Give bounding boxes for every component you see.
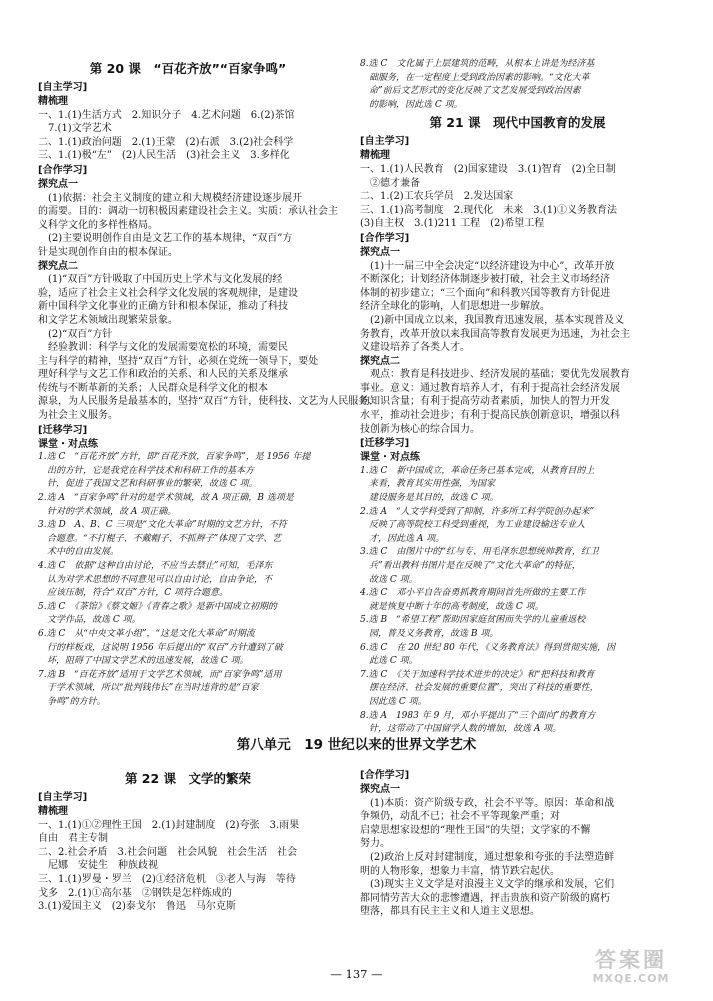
subsection-heading: 课堂・对点练 xyxy=(38,438,98,450)
answer-line: 来看，教育其实用性强，为国家 xyxy=(360,479,496,490)
answer-line: 命”前后文艺形式的变化反映了文艺发展受到政治因素 xyxy=(360,86,581,97)
answer-line: 园，普及义务教育，故选 B 项。 xyxy=(360,628,499,639)
watermark-url: MXQE.COM xyxy=(592,972,670,985)
text-line: 体制的初步建立；“三个面向”和科教兴国等教育方针促进 xyxy=(360,287,611,299)
section-heading: [合作学习] xyxy=(360,232,410,244)
text-line: 争频仍，动乱不已；社会不平等现象严重；对 xyxy=(360,811,560,823)
text-line: 明的人物形象，想象力丰富，情节跌宕起伏。 xyxy=(360,865,560,877)
text-line: 一、1.(1)①②理性王国 2.(1)封建制度 (2)夸张 3.雨果 xyxy=(38,819,300,831)
section-heading: [合作学习] xyxy=(38,164,88,176)
text-line: (2)新中国成立以来，我国教育迅速发展，基本实现普及义 xyxy=(360,314,625,326)
answer-line: 争鸣”的方针。 xyxy=(38,696,106,707)
subsection-heading: 精梳理 xyxy=(38,806,68,817)
answer-line: 4.选 C 邓小平自告奋勇抓教育期间首先所做的主要工作 xyxy=(360,588,586,599)
text-line: 验，适应了社会主义社会科学文化发展的客观规律，是建设 xyxy=(38,287,298,299)
unit-title: 第八单元 19 世纪以来的世界文学艺术 xyxy=(236,737,477,753)
answer-line: 因此选 C 项。 xyxy=(360,696,427,707)
section-heading: [自主学习] xyxy=(38,792,88,803)
subsection-heading: 精梳理 xyxy=(38,96,68,107)
answer-line: 针对的学术领域，故 A 项正确。 xyxy=(38,506,177,517)
answer-line: 3.选 D A、B、C 三项是“文化大革命”时期的文艺方针，不符 xyxy=(38,520,287,531)
text-line: 二、2.社会矛盾 3.社会问题 社会风貌 社会生活 社会 xyxy=(38,846,298,858)
answer-line: 此选 C 项。 xyxy=(360,656,418,667)
answer-line: 出的方针，它是我党在科学技术和科研工作的基本方 xyxy=(38,465,255,476)
text-line: 三、1.(1)罗曼・罗兰 (2)①经济危机 ③老人与海 等待 xyxy=(38,873,296,885)
lesson-title: 第 22 课 文学的繁荣 xyxy=(124,771,252,786)
text-line: 不断深化；计划经济体制逐步被打破，社会主义市场经济 xyxy=(360,274,610,286)
answer-line: 2.选 A “人文学科受到了抑制，许多所工科学院创办起来” xyxy=(360,506,595,517)
text-line: 三、1.(1)极“左” (2)人民生活 (3)社会主义 3.多样化 xyxy=(38,150,290,162)
text-line: 理好科学与文艺工作和政治的关系、和人民的关系及继承 xyxy=(38,369,288,381)
text-line: 传统与不断革新的关系；人民群众是科学文化的根本 xyxy=(38,382,268,394)
text-line: 源泉，为人民服务是最基本的，坚持“双百”方针，使科技、文艺为人民服务、 xyxy=(38,396,379,408)
answer-line: 2.选 A “百家争鸣”针对的是学术领域，故 A 项正确，B 选项是 xyxy=(38,493,294,504)
text-line: 经济全球化的影响，人们思想进一步解放。 xyxy=(360,301,550,313)
bottom-left-column xyxy=(38,768,338,914)
answer-line: 反映了高等院校工科受到重视，为工业建设输送专业人 xyxy=(360,520,586,531)
answer-line: 5.选 C 《茶馆》《蔡文姬》《青春之歌》是新中国成立初期的 xyxy=(38,601,277,612)
section-heading: [迁移学习] xyxy=(360,438,410,450)
answer-line: 文学作品，故选 C 项。 xyxy=(38,615,141,626)
text-line: 的需要。目的：调动一切积极因素建设社会主义。实质：承认社会主 xyxy=(38,206,338,218)
answer-line: 合题意。“不打棍子、不戴帽子、不抓辫子”体现了文学、艺 xyxy=(38,533,282,544)
page-number: — 137 — xyxy=(330,967,383,981)
lesson-title: 第 21 课 现代中国教育的发展 xyxy=(429,115,606,131)
text-line: (1)“双百”方针吸取了中国历史上学术与文化发展的经 xyxy=(38,274,283,286)
text-line: 一、1.(1)生活方式 2.知识分子 4.艺术问题 6.(2)茶馆 xyxy=(38,109,295,121)
answer-line: 3.选 C 由图片中的“红与专、用毛泽东思想统帅教育，红卫 xyxy=(360,547,599,558)
answer-line: 行的样板戏，这说明 1956 年后提出的“双百”方针遭到了破 xyxy=(38,642,283,653)
text-line: 针是实现创作自由的根本保证。 xyxy=(38,246,178,258)
text-line: 和文学艺术领域出现繁荣景象。 xyxy=(38,314,178,326)
text-line: 二、1.(1)政治问题 2.(1)王蒙 (2)右派 3.(2)社会科学 xyxy=(38,136,294,148)
answer-line: 7.选 B “百花齐放”适用于文学艺术领域，而“百家争鸣”适用 xyxy=(38,669,282,680)
left-column xyxy=(38,58,379,710)
subsection-heading: 探究点二 xyxy=(38,260,78,272)
section-heading: [自主学习] xyxy=(360,136,410,148)
text-line: 3.(1)爱国主义 (2)泰戈尔 鲁迅 马尔克斯 xyxy=(38,901,236,913)
text-line: (3)自主权 3.(1)211 工程 (2)希望工程 xyxy=(360,218,545,230)
answer-line: 1.选 C “百花齐放”方针，即“百花齐放，百家争鸣”，是 1956 年提 xyxy=(38,452,311,463)
answer-line: 的影响，因此选 C 项。 xyxy=(360,99,463,110)
answer-line: 才，因此选 A 项。 xyxy=(360,533,445,544)
subsection-heading: 精梳理 xyxy=(360,150,390,162)
subsection-heading: 探究点一 xyxy=(360,246,400,258)
text-line: (3)现实主义文学是对浪漫主义文学的继承和发展，它们 xyxy=(360,879,615,891)
text-line: (1)十一届三中全会决定“以经济建设为中心”，改革开放 xyxy=(360,260,615,272)
text-line: (1)依据：社会主义制度的建立和大规模经济建设逐步展开 xyxy=(38,192,303,204)
answer-line: 针，促进了我国文艺和科研事业的繁荣，故选 C 项。 xyxy=(38,479,258,490)
answer-line: 8.选 C 文化属于上层建筑的范畴，从根本上讲是为经济基 xyxy=(360,59,595,69)
text-line: 7.(1)文学艺术 xyxy=(38,123,112,135)
bottom-right-column xyxy=(360,768,675,919)
text-line: 经验教训：科学与文化的发展需要宽松的环境，需要民 xyxy=(38,342,288,354)
text-line: (2)政治上反对封建制度，通过想象和夸张的手法塑造鲜 xyxy=(360,851,615,863)
text-line: (2)主要说明创作自由是文艺工作的基本规律，“双百”方 xyxy=(38,233,293,245)
section-heading: [自主学习] xyxy=(38,82,88,93)
subsection-heading: 探究点二 xyxy=(360,355,400,367)
text-line: 的知识含量；有利于提高劳动者素质，加快人的智力开发 xyxy=(360,396,610,408)
text-line: 义建设培养了各类人才。 xyxy=(360,342,470,354)
text-line: ②德才兼备 xyxy=(360,177,420,189)
answer-line: 就是恢复中断十年的高考制度，故选 C 项。 xyxy=(360,601,544,612)
lesson-title: 第 20 课 “百花齐放”“百家争鸣” xyxy=(89,61,287,76)
text-line: 务教育，改革开放以来我国高等教育发展更为迅速，为社会主 xyxy=(360,328,630,340)
text-line: 水平，推动社会进步；有利于提高民族创新意识，增强以科 xyxy=(360,410,620,422)
text-line: 戈多 2.(1)①高尔基 ②钢铁是怎样炼成的 xyxy=(38,887,232,899)
text-line: 自由 君主专制 xyxy=(38,833,108,845)
answer-line: 建设服务是其目的，故选 C 项。 xyxy=(360,493,499,504)
text-line: 新中国科学文化事业的正确方针和根本保证，推动了科技 xyxy=(38,301,288,313)
text-line: 堕落，都具有民主主义和人道主义思想。 xyxy=(360,906,540,918)
answer-line: 1.选 C 新中国成立，革命任务已基本完成，从教育目的上 xyxy=(360,465,595,476)
text-line: 技创新为核心的综合国力。 xyxy=(360,423,480,435)
watermark-logo xyxy=(572,948,690,988)
answer-line: 认为对学术思想的不同意见可以自由讨论，自由争论，不 xyxy=(38,574,273,585)
answer-line: 于学术领域，所以“批判钱伟长”在当时违背的是“百家 xyxy=(38,683,259,694)
text-line: 二、1.(2)工农兵学员 2.发达国家 xyxy=(360,191,514,203)
text-line: (1)本质：资产阶级专政，社会不平等。原因：革命和战 xyxy=(360,797,615,809)
text-line: 都同情劳苦大众的悲惨遭遇，抨击贵族和资产阶级的腐朽 xyxy=(360,892,610,904)
answer-line: 应该压制，符合“双百”方针，C 项符合题意。 xyxy=(38,588,228,599)
text-line: 努力。 xyxy=(360,838,390,850)
answer-line: 6.选 C 在 20 世纪 80 年代，《义务教育法》得到贯彻实施，因 xyxy=(360,642,616,653)
subsection-heading: 探究点一 xyxy=(38,178,78,190)
answer-line: 兵”看出教科书图片是在反映了“文化大革命”的特征， xyxy=(360,561,581,571)
answer-line: 摆在经济、社会发展的重要位置”，突出了科技的重要性， xyxy=(360,683,599,694)
text-line: 尼娜 安徒生 种族歧视 xyxy=(38,860,158,872)
answer-line: 6.选 C 从“中央文革小组”，“这是文化大革命”时期流 xyxy=(38,628,255,639)
text-line: 一、1.(1)人民教育 (2)国家建设 3.(1)智育 (2)全日制 xyxy=(360,163,616,175)
answer-line: 5.选 B “希望工程”帮助因家庭贫困而失学的儿童重返校 xyxy=(360,615,586,626)
text-line: 为社会主义服务。 xyxy=(38,410,118,422)
answer-line: 术中的自由发展。 xyxy=(38,547,120,558)
answer-line: 8.选 A 1983 年 9 月，邓小平提出了“三个面向”的教育方 xyxy=(360,710,596,721)
answer-line: 坏，阻碍了中国文学艺术的迅速发展，故选 C 项。 xyxy=(38,656,249,667)
text-line: 三、1.(1)高考制度 2.现代化 未来 3.(1)①义务教育法 xyxy=(360,204,617,216)
answer-line: 故选 C 项。 xyxy=(360,574,418,585)
answer-line: 础服务，在一定程度上受到政治因素的影响。“文化大革 xyxy=(360,72,590,83)
right-column xyxy=(360,58,675,737)
text-line: 观点：教育是科技进步、经济发展的基础；要优先发展教育 xyxy=(360,369,630,381)
text-line: 主与科学的精神，坚持“双百”方针，必须在党统一领导下，要处 xyxy=(38,355,319,367)
text-line: (2)“双百”方针 xyxy=(38,328,113,340)
watermark-text: 答案圈 xyxy=(595,948,667,972)
subsection-heading: 探究点一 xyxy=(360,784,400,795)
text-line: 事业。意义：通过教育培养人才，有利于提高社会经济发展 xyxy=(360,382,620,394)
text-line: 义科学文化的多样性格局。 xyxy=(38,219,158,231)
subsection-heading: 课堂・对点练 xyxy=(360,452,420,464)
section-heading: [迁移学习] xyxy=(38,424,88,436)
answer-line: 针，这带动了中国留学人数的增加，故选 A 项。 xyxy=(360,724,562,735)
answer-line: 7.选 C 《关于加速科学技术进步的决定》和“把科技和教育 xyxy=(360,669,595,680)
answer-line: 4.选 C 依据“这种自由讨论，不应当去禁止”可知，毛泽东 xyxy=(38,561,273,571)
text-line: 启蒙思想家设想的“理性王国”的失望；文学家的不懈 xyxy=(360,824,591,836)
section-heading: [合作学习] xyxy=(360,770,410,781)
